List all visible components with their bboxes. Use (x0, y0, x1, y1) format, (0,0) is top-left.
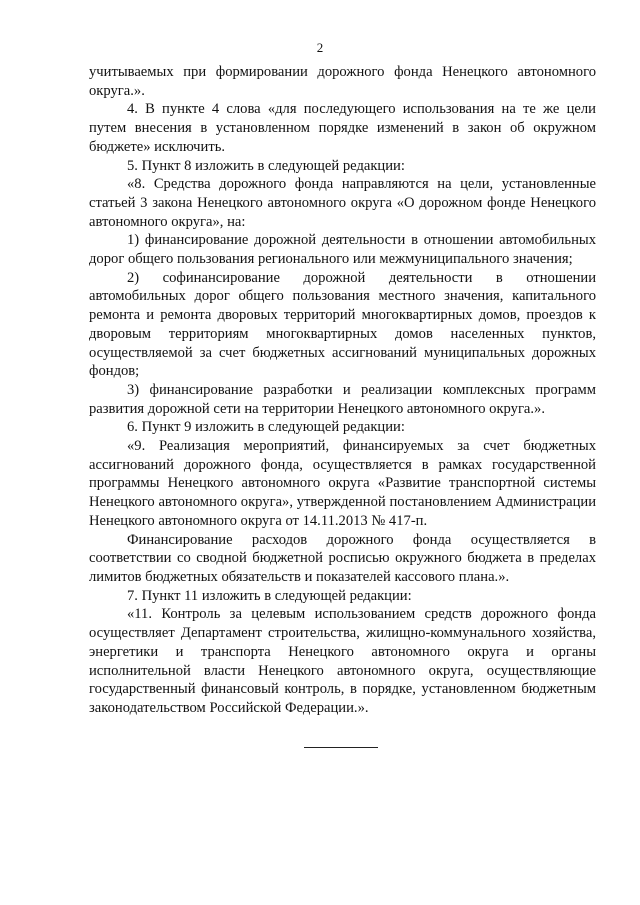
paragraph-quote-11: «11. Контроль за целевым использованием средств дорожного фонда осуществляет Департамент строительства, жилищно-коммунального хозяйства, энергетики и транспорта Ненецкого автономного округа и органы исполнительной власти Ненецкого автономного округа, осуществляющие государственный финансовый контроль, в порядке, установленном бюджетным законодательством Российской Федерации.». (89, 606, 596, 716)
paragraph-quote-8: «8. Средства дорожного фонда направляются на цели, установленные статьей 3 закона Ненецкого автономного округа «О дорожном фонде Ненецкого автономного округа», на: (89, 176, 596, 230)
end-separator-line (304, 747, 378, 748)
paragraph-item-4: 4. В пункте 4 слова «для последующего использования на те же цели путем внесения в установленном порядке изменений в закон об окружном бюджете» исключить. (89, 101, 596, 155)
document-body (89, 63, 596, 718)
paragraph-item-7: 7. Пункт 11 изложить в следующей редакции: (127, 587, 412, 604)
paragraph-quote-8-subitem-2: 2) софинансирование дорожной деятельности в отношении автомобильных дорог общего пользования местного значения, капитального ремонта и ремонта дворовых территорий многоквартирных домов, проездов к дворовым территориям многоквартирных домов населенных пунктов, осуществляемой за счет бюджетных ассигнований муниципальных дорожных фондов; (89, 269, 596, 380)
paragraph-quote-9-financing: Финансирование расходов дорожного фонда осуществляется в соответствии со сводной бюджетной росписью окружного бюджета в пределах лимитов бюджетных обязательств и показателей кассового плана.». (89, 531, 596, 585)
paragraph-item-5: 5. Пункт 8 изложить в следующей редакции: (127, 157, 405, 174)
paragraph-item-6: 6. Пункт 9 изложить в следующей редакции: (127, 419, 405, 436)
paragraph-quote-8-subitem-3: 3) финансирование разработки и реализации комплексных программ развития дорожной сети на территории Ненецкого автономного округа.». (89, 381, 596, 417)
page-number: 2 (316, 40, 324, 55)
paragraph-quote-8-subitem-1: 1) финансирование дорожной деятельности в отношении автомобильных дорог общего пользования регионального или межмуниципального значения; (89, 232, 596, 268)
paragraph-continuation: учитываемых при формировании дорожного фонда Ненецкого автономного округа.». (89, 64, 596, 99)
paragraph-quote-9: «9. Реализация мероприятий, финансируемых за счет бюджетных ассигнований дорожного фонда, осуществляется в рамках государственной программы Ненецкого автономного округа «Развитие транспортной системы Ненецкого автономного округа», утвержденной постановлением Администрации Ненецкого автономного округа от 14.11.2013 № 417-п. (89, 438, 596, 529)
